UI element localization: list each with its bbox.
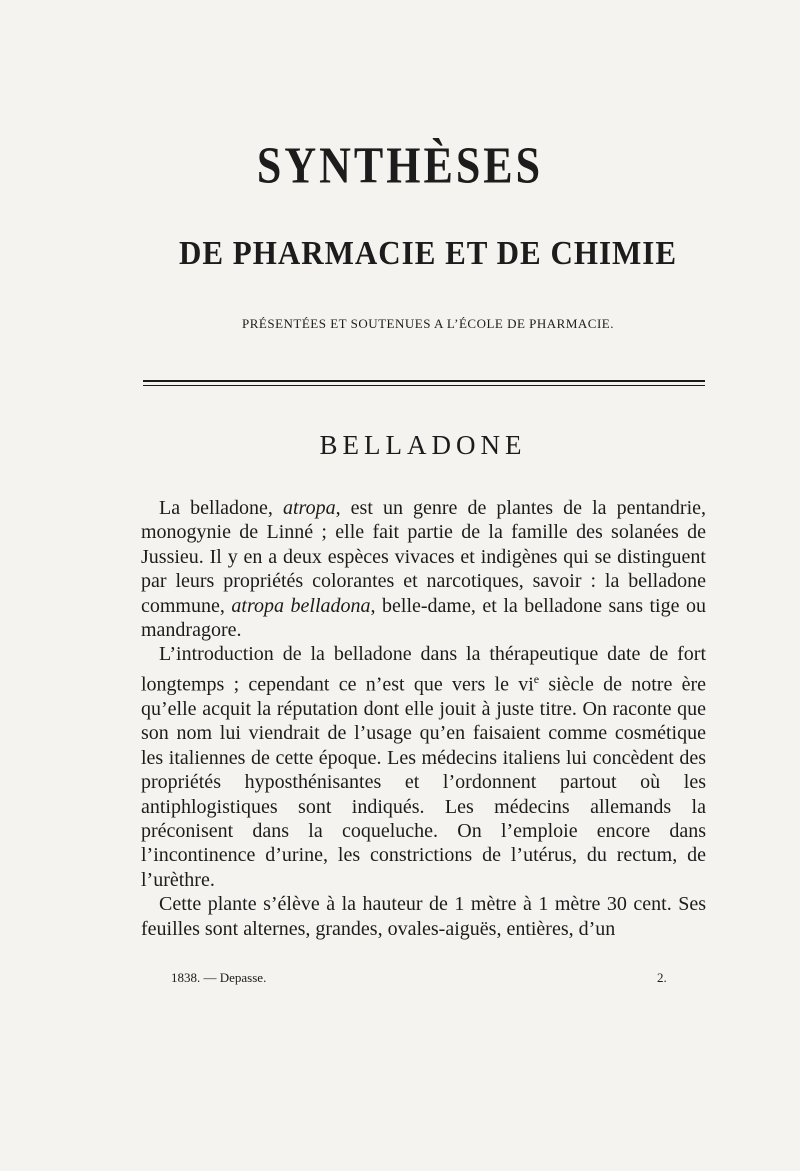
divider-thin (143, 385, 705, 386)
paragraph-3 (141, 892, 706, 941)
paragraph-italic: atropa (282, 497, 336, 519)
page-number: 2. (657, 970, 667, 985)
section-title: BELLADONE (319, 430, 527, 460)
paragraph-1 (141, 496, 706, 642)
page-title: SYNTHÈSES (256, 136, 544, 195)
paragraph-text: L’introduction de la belladone dans la thérapeutique date de fort longtemps ; cependant ce n’est que vers le vi (141, 643, 706, 696)
paragraph-superscript: e (533, 671, 540, 686)
paragraph-text: , est un genre de plantes de la pentandrie, monogynie de Linné ; elle fait partie de la famille des solanées de Jussieu. Il y en a deux espèces vivaces et indigènes qui se distinguent par leurs propriétés colorantes et narcotiques, savoir : la belladone commune, (141, 497, 707, 617)
page-subtitle: DE PHARMACIE ET DE CHIMIE (178, 233, 678, 272)
footer-signature: 1838. — Depasse. (171, 970, 267, 985)
divider-thick (143, 380, 705, 382)
body-text (141, 496, 706, 941)
page-subheading: PRÉSENTÉES ET SOUTENUES A L’ÉCOLE DE PHARMACIE. (242, 316, 614, 331)
paragraph-text: La belladone, (159, 497, 283, 519)
paragraph-text: Cette plante s’élève à la hauteur de 1 mètre à 1 mètre 30 cent. Ses feuilles sont alternes, grandes, ovales-aiguës, entières, d’un (141, 893, 706, 940)
paragraph-2 (141, 642, 706, 892)
paragraph-text: siècle de notre ère qu’elle acquit la réputation dont elle jouit à juste titre. On raconte que son nom lui viendrait de l’usage qu’en faisaient comme cosmétique les italiennes de cette époque. Les médecins italiens lui concèdent des propriétés hyposthénisantes et l’ordonnent partout où les antiphlogistiques sont indiqués. Les médecins allemands la préconisent dans la coqueluche. On l’emploie encore dans l’incontinence d’urine, les constrictions de l’utérus, du rectum, de l’urèthre. (141, 673, 706, 891)
paragraph-italic: atropa belladona (231, 594, 371, 617)
paragraph-text: , belle-dame, et la belladone sans tige ou mandragore. (141, 594, 706, 642)
